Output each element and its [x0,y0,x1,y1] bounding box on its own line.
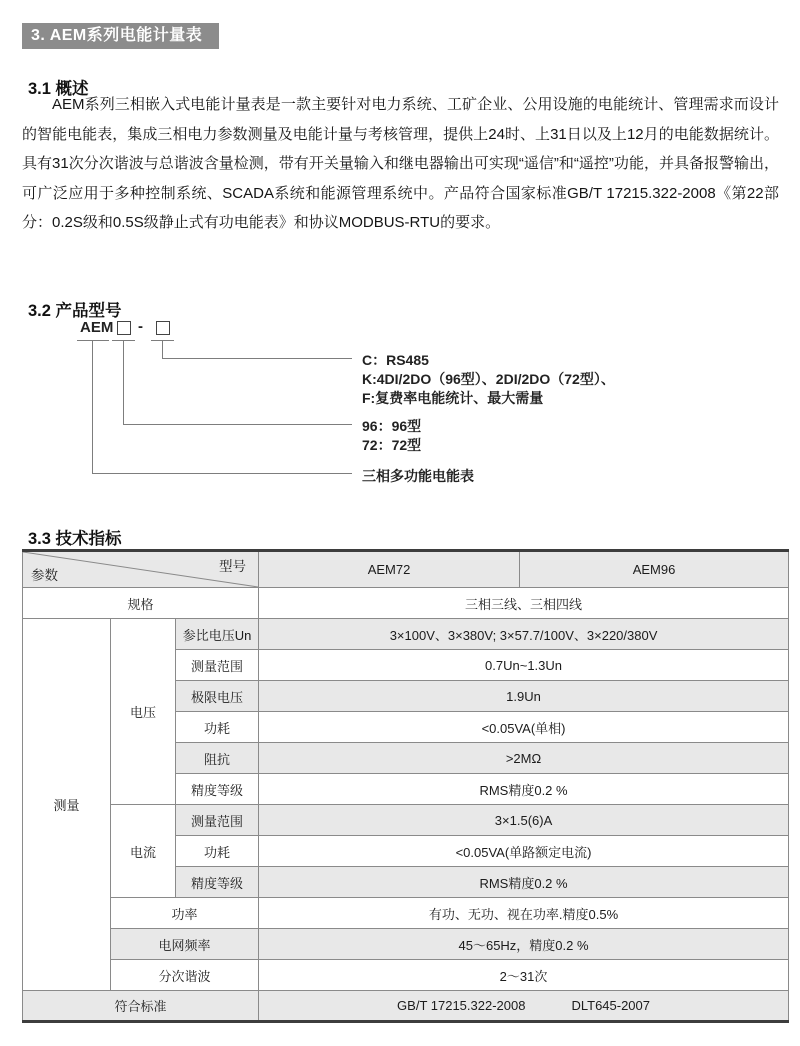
row-label: 分次谐波 [111,960,259,991]
voltage-group-cell: 电压 [111,619,176,805]
row-value: 3×1.5(6)A [259,805,789,836]
heading-model: 3.2 产品型号 [28,301,122,320]
spec-row-value: 三相三线、三相四线 [259,588,789,619]
row-value: <0.05VA(单路额定电流) [259,836,789,867]
model-size-placeholder-box [117,321,131,335]
row-label: 测量范围 [176,650,259,681]
table-row [23,805,789,836]
row-label: 电网频率 [111,929,259,960]
diagram-stem-size [123,340,124,424]
diagram-underline [77,340,109,341]
model-function-option-c: C：RS485 [362,352,429,368]
spec-row-label: 规格 [23,588,259,619]
table-row [23,929,789,960]
heading-specs: 3.3 技术指标 [28,529,122,548]
current-group-cell: 电流 [111,805,176,898]
row-label: 极限电压 [176,681,259,712]
row-label: 精度等级 [176,774,259,805]
diagram-connector-base [92,473,352,474]
row-value: 有功、无功、视在功率.精度0.5% [259,898,789,929]
diagram-connector-size [123,424,352,425]
row-label: 精度等级 [176,867,259,898]
row-label: 功率 [111,898,259,929]
table-row [23,960,789,991]
row-value: RMS精度0.2 % [259,867,789,898]
heading-overview: 3.1 概述 [28,79,89,98]
row-value: 0.7Un~1.3Un [259,650,789,681]
corner-header-cell [23,551,259,588]
model-function-option-f: F:复费率电能统计、最大需量 [362,390,544,406]
section-banner-title: 3. AEM系列电能计量表 [31,27,203,44]
row-value: <0.05VA(单相) [259,712,789,743]
model-column-aem72: AEM72 [259,551,520,588]
row-label: 测量范围 [176,805,259,836]
model-size-option-72: 72：72型 [362,437,422,453]
table-row [23,588,789,619]
row-value: 2～31次 [259,960,789,991]
standards-value [259,991,789,1022]
table-row [23,898,789,929]
section-banner [22,23,219,49]
specs-table [22,549,789,1023]
row-value: RMS精度0.2 % [259,774,789,805]
table-row [23,619,789,650]
model-base-label: 三相多功能电能表 [362,468,474,484]
overview-paragraph: AEM系列三相嵌入式电能计量表是一款主要针对电力系统、工矿企业、公用设施的电能统计、管理需求而设计的智能电能表，集成三相电力参数测量及电能计量与考核管理，提供上24时、上31日以及上12月的电能数据统计。具有31次分次谐波与总谐波含量检测，带有开关量输入和继电器输出可实现“遥信”和“遥控”功能，并具备报警输出，可广泛应用于多种控制系统、SCADA系统和能源管理系统中。产品符合国家标准GB/T 17215.322-2008《第22部分：0.2S级和0.5S级静止式有功电能表》和协议MODBUS-RTU的要求。 [22,96,779,231]
model-size-option-96: 96：96型 [362,418,422,434]
model-dash-text: - [138,318,143,335]
diagram-underline [151,340,174,341]
standard-dlt: DLT645-2007 [571,998,651,1013]
diagram-stem-function [162,340,163,358]
row-value: 1.9Un [259,681,789,712]
model-column-aem96: AEM96 [520,551,789,588]
row-label: 阻抗 [176,743,259,774]
standards-label: 符合标准 [23,991,259,1022]
standard-gbt: GB/T 17215.322-2008 [397,998,526,1013]
row-value: 3×100V、3×380V; 3×57.7/100V、3×220/380V [259,619,789,650]
row-value: >2MΩ [259,743,789,774]
row-label: 参比电压Un [176,619,259,650]
diagram-underline [112,340,135,341]
model-function-option-k: K:4DI/2DO（96型）、2DI/2DO（72型）、 [362,371,615,387]
measure-group-cell: 测量 [23,619,111,991]
row-label: 功耗 [176,712,259,743]
diagram-connector-function [162,358,352,359]
row-label: 功耗 [176,836,259,867]
table-row-header [23,551,789,588]
model-function-placeholder-box [156,321,170,335]
diagram-stem-base [92,340,93,473]
corner-label-model: 型号 [219,559,247,574]
corner-label-parameter: 参数 [31,568,58,583]
model-prefix-text: AEM [80,319,114,336]
row-value: 45～65Hz，精度0.2 % [259,929,789,960]
table-row-standards [23,991,789,1022]
